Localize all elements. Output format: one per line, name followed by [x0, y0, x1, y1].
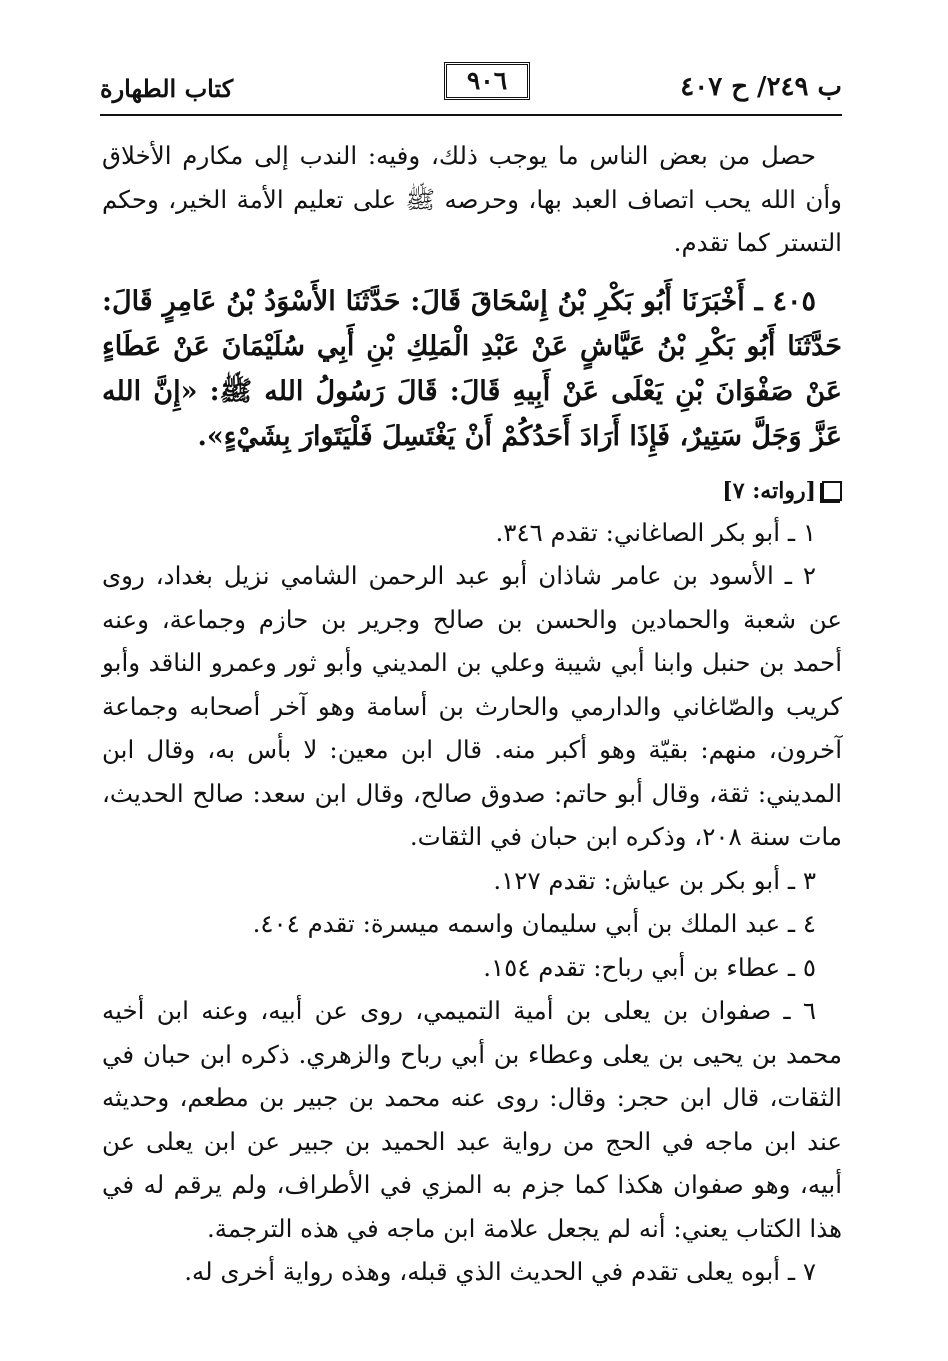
intro-paragraph: حصل من بعض الناس ما يوجب ذلك، وفيه: الندب إلى مكارم الأخلاق وأن الله يحب اتصاف العبد بها، وحرصه ﷺ على تعليم الأمة الخير، وحكم التستر كما تقدم.: [102, 141, 842, 257]
hadith-reference: ب ٢٤٩/ ح ٤٠٧: [680, 72, 842, 102]
page-number: ٩٠٦: [444, 62, 530, 100]
narrators-heading: [102, 471, 842, 511]
page-body: [102, 134, 842, 1294]
hadith-text: ٤٠٥ ـ أَخْبَرَنَا أَبُو بَكْرِ بْنُ إِسْحَاقَ قَالَ: حَدَّثَنَا الأَسْوَدُ بْنُ عَامِرٍ قَالَ: حَدَّثَنَا أَبُو بَكْرِ بْنُ عَيَّاشٍ عَنْ عَبْدِ الْمَلِكِ بْنِ أَبِي سُلَيْمَانَ عَنْ عَطَاءٍ عَنْ صَفْوَانَ بْنِ يَعْلَى عَنْ أَبِيهِ قَالَ: قَالَ رَسُولُ الله ﷺ: «إِنَّ الله عَزَّ وَجَلَّ سَتِيرٌ، فَإِذَا أَرَادَ أَحَدُكُمْ أَنْ يَغْتَسِلَ فَلْيَتَوارَ بِشَيْءٍ».: [102, 285, 842, 452]
narrators-label: [رواته: ٧]: [722, 477, 816, 504]
narrator-item: ٢ ـ الأسود بن عامر شاذان أبو عبد الرحمن الشامي نزيل بغداد، روى عن شعبة والحمادين والحسن بن صالح وجرير بن حازم وجماعة، وعنه أحمد بن حنبل وابنا أبي شيبة وعلي بن المديني وأبو ثور وعمرو الناقد وأبو كريب والصّاغاني والدارمي والحارث بن أسامة وهو آخر أصحابه وجماعة آخرون، منهم: بقيّة وهو أكبر منه. قال ابن معين: لا بأس به، وقال ابن المديني: ثقة، وقال أبو حاتم: صدوق صالح، وقال ابن سعد: صالح الحديث، مات سنة ٢٠٨، وذكره ابن حبان في الثقات.: [102, 561, 842, 851]
square-bullet-icon: [822, 481, 842, 501]
book-title: كتاب الطهارة: [100, 74, 234, 103]
narrator-item: ٧ ـ أبوه يعلى تقدم في الحديث الذي قبله، وهذه رواية أخرى له.: [184, 1257, 816, 1286]
narrator-item: ١ ـ أبو بكر الصاغاني: تقدم ٣٤٦.: [495, 517, 816, 547]
header-divider: [100, 114, 842, 116]
narrator-item: ٥ ـ عطاء بن أبي رباح: تقدم ١٥٤.: [483, 952, 816, 982]
page-header: [100, 62, 842, 110]
narrator-item: ٦ ـ صفوان بن يعلى بن أمية التميمي، روى عن أبيه، وعنه ابن أخيه محمد بن يحيى بن يعلى وعطاء بن أبي رباح والزهري. ذكره ابن حبان في الثقات، قال ابن حجر: وقال: روى عنه محمد بن جبير بن مطعم، وحديثه عند ابن ماجه في الحج من رواية عبد الحميد بن جبير عن ابن يعلى عن أبيه، وهو صفوان هكذا كما جزم به المزي في الأطراف، ولم يرقم له في هذا الكتاب يعني: أنه لم يجعل علامة ابن ماجه في هذه الترجمة.: [102, 996, 842, 1243]
narrator-item: ٣ ـ أبو بكر بن عياش: تقدم ١٢٧.: [493, 865, 816, 895]
narrator-item: ٤ ـ عبد الملك بن أبي سليمان واسمه ميسرة: تقدم ٤٠٤.: [252, 909, 816, 938]
